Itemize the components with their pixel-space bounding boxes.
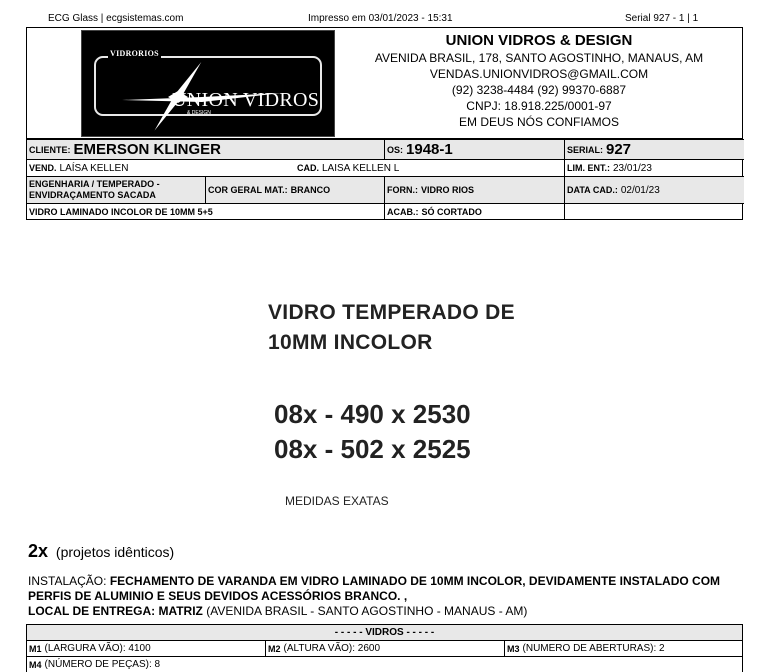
- m2-value: (ALTURA VÃO): 2600: [283, 643, 381, 654]
- serial-number: 927: [606, 141, 632, 158]
- serial-page: Serial 927 - 1 | 1: [625, 13, 699, 24]
- cell-vend: VEND. LAÍSA KELLEN: [29, 162, 129, 174]
- row-client: [27, 139, 744, 159]
- projects-count: [28, 541, 174, 562]
- cell-m1: M1 (LARGURA VÃO): 4100: [29, 643, 151, 654]
- company-logo: [81, 30, 335, 137]
- installation-info: [28, 574, 728, 619]
- company-phones: (92) 3238-4484 (92) 99370-6887: [451, 83, 627, 97]
- client-name: EMERSON KLINGER: [73, 141, 222, 158]
- seller-name: LAÍSA KELLEN: [59, 162, 129, 174]
- company-header: [26, 27, 743, 139]
- cell-data-cad: DATA CAD.: 02/01/23: [564, 177, 744, 203]
- install-text: FECHAMENTO DE VARANDA EM VIDRO LAMINADO DE 10MM INCOLOR, DEVIDAMENTE INSTALADO COM PERFIS DE ALUMINIO E SEUS DEVIDOS ACESSÓRIOS BRANCO. ,: [28, 574, 721, 603]
- delivery-limit: 23/01/23: [613, 162, 652, 174]
- m3-value: (NUMERO DE ABERTURAS): 2: [522, 643, 665, 654]
- exact-measures-note: MEDIDAS EXATAS: [285, 494, 389, 508]
- glass-type: VIDRO LAMINADO INCOLOR DE 10MM 5+5: [29, 206, 213, 217]
- logo-small-text: VIDRORIOS: [110, 49, 159, 58]
- vidros-row: [27, 656, 742, 672]
- dimension-2: 08x - 502 x 2525: [274, 434, 471, 464]
- logo-main-text: UNION VIDROS: [172, 89, 320, 111]
- supplier: VIDRO RIOS: [421, 185, 475, 195]
- cell-serial: SERIAL: 927: [564, 140, 744, 159]
- cell-eng: [27, 177, 205, 203]
- delivery-address: (AVENIDA BRASIL - SANTO AGOSTINHO - MANAUS - AM): [206, 604, 528, 618]
- material-color: BRANCO: [290, 185, 331, 195]
- company-address: AVENIDA BRASIL, 178, SANTO AGOSTINHO, MANAUS, AM: [374, 51, 704, 65]
- cell-acab: ACAB.: SÓ CORTADO: [384, 204, 564, 219]
- register-date: 02/01/23: [620, 184, 660, 196]
- project-multiplier: 2x: [28, 541, 49, 561]
- company-info: [339, 31, 739, 130]
- cell-glass: [27, 204, 384, 219]
- cell-os: OS: 1948-1: [384, 140, 564, 159]
- company-name: UNION VIDROS & DESIGN: [445, 32, 633, 49]
- engineering-type: ENGENHARIA / TEMPERADO - ENVIDRAÇAMENTO SACADA: [29, 179, 160, 200]
- cell-client: CLIENTE: EMERSON KLINGER: [29, 141, 222, 158]
- row-seller: [27, 159, 744, 176]
- cell-m2: M2 (ALTURA VÃO): 2600: [265, 641, 504, 656]
- description-line-2: 10MM INCOLOR: [268, 331, 433, 354]
- row-engineering: [27, 176, 744, 203]
- app-name: ECG Glass | ecgsistemas.com: [48, 13, 184, 24]
- projects-note: (projetos idênticos): [55, 544, 175, 560]
- cell-m4: M4 (NÚMERO DE PEÇAS): 8: [29, 659, 161, 670]
- logo-sub-text: & DESIGN: [187, 110, 211, 116]
- print-header: [0, 13, 776, 27]
- dimension-1: 08x - 490 x 2530: [274, 399, 471, 429]
- delivery-label: LOCAL DE ENTREGA: MATRIZ: [28, 604, 203, 618]
- install-label: INSTALAÇÃO:: [28, 574, 107, 588]
- finish: SÓ CORTADO: [421, 206, 482, 217]
- company-email: VENDAS.UNIONVIDROS@GMAIL.COM: [429, 67, 649, 81]
- registered-by: LAISA KELLEN L: [322, 162, 400, 174]
- logo-star-icon: [82, 31, 336, 138]
- dimensions: [274, 397, 471, 467]
- glass-description: [268, 298, 515, 358]
- cell-m3: M3 (NUMERO DE ABERTURAS): 2: [504, 641, 742, 656]
- vidros-row: [27, 640, 742, 656]
- company-motto: EM DEUS NÓS CONFIAMOS: [458, 115, 619, 129]
- row-glass: [27, 203, 744, 219]
- vidros-table: [26, 624, 743, 672]
- vidros-title: - - - - - VIDROS - - - - -: [27, 625, 742, 640]
- printed-date: Impresso em 03/01/2023 - 15:31: [308, 13, 453, 24]
- os-number: 1948-1: [406, 141, 453, 158]
- cell-cad: CAD. LAISA KELLEN L: [297, 162, 400, 174]
- m4-value: (NÚMERO DE PEÇAS): 8: [44, 659, 161, 670]
- order-info-table: [26, 139, 743, 220]
- m1-value: (LARGURA VÃO): 4100: [44, 643, 151, 654]
- cell-lim-ent: LIM. ENT.: 23/01/23: [564, 160, 744, 176]
- description-line-1: VIDRO TEMPERADO DE: [268, 301, 515, 324]
- cell-cor: COR GERAL MAT.: BRANCO: [205, 177, 384, 203]
- cell-forn: FORN.: VIDRO RIOS: [384, 177, 564, 203]
- cell-empty: [564, 204, 744, 219]
- company-cnpj: CNPJ: 18.918.225/0001-97: [466, 99, 612, 113]
